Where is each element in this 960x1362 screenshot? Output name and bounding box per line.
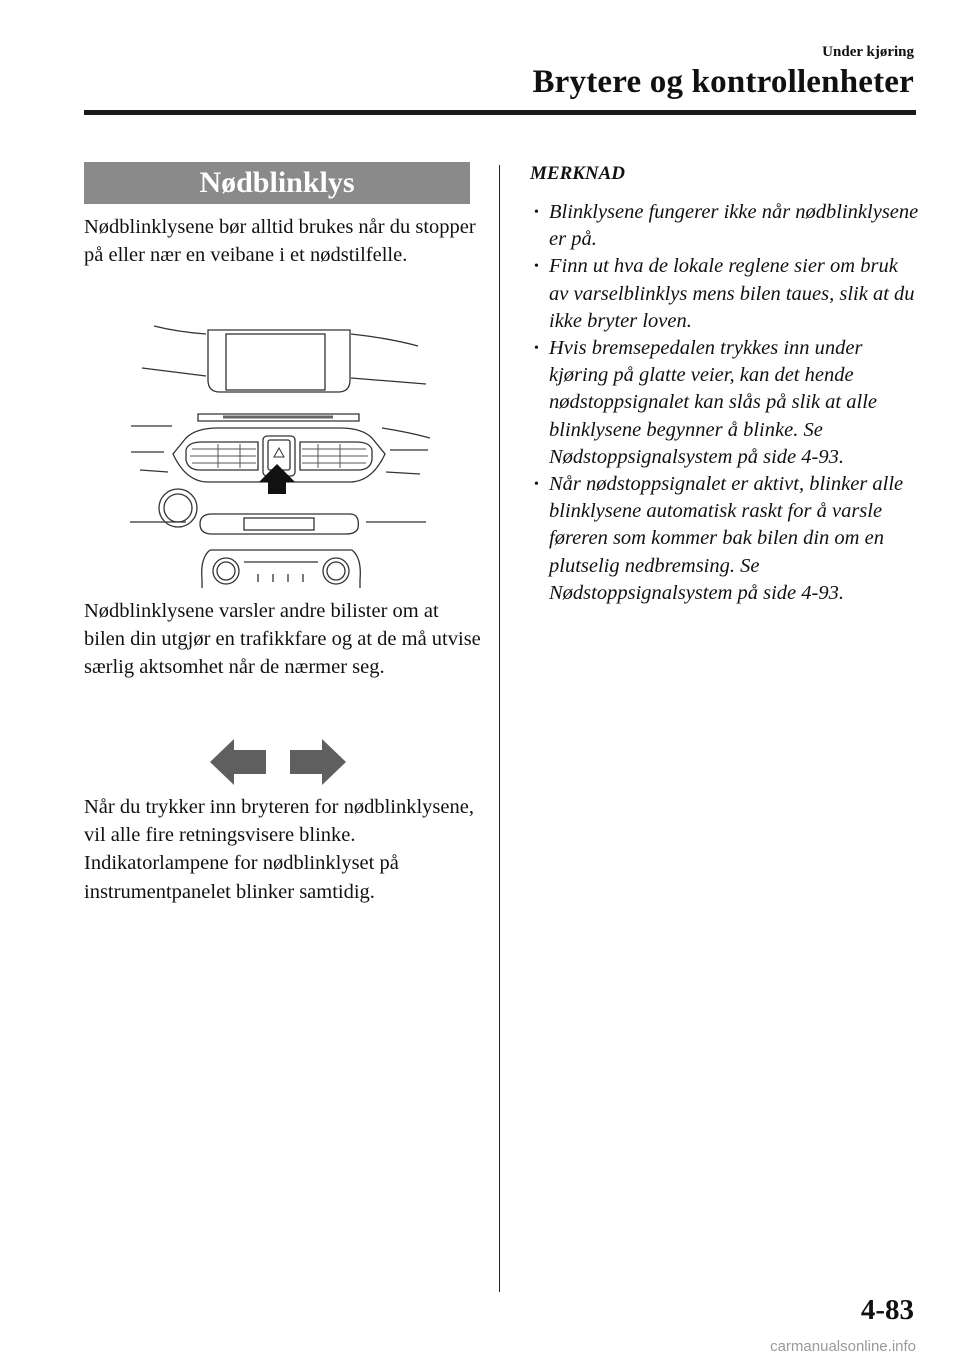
right-arrow-icon xyxy=(290,739,346,785)
dashboard-illustration xyxy=(128,318,430,588)
display-bezel xyxy=(208,330,350,392)
bullet-icon: • xyxy=(534,341,539,357)
header-section-label: Under kjøring xyxy=(822,44,914,60)
section-title: Nødblinklys xyxy=(84,162,470,204)
note-item: • Finn ut hva de lokale reglene sier om bruk av varselblinklys mens bilen taues, slik at du ikke bryter loven. xyxy=(534,255,915,332)
note-list xyxy=(532,199,922,607)
header-title: Brytere og kontrollenheter xyxy=(532,64,914,100)
display-screen xyxy=(226,334,325,390)
left-arrow-icon xyxy=(210,739,266,785)
bullet-icon: • xyxy=(534,259,539,275)
bullet-icon: • xyxy=(534,477,539,493)
lower-slot xyxy=(244,518,314,530)
paragraph-warning: Nødblinklysene varsler andre bilister om at bilen din utgjør en trafikkfare og at de må utvise særlig aktsomhet når de nærmer seg. xyxy=(84,600,481,679)
bullet-icon: • xyxy=(534,205,539,220)
column-divider xyxy=(499,165,500,1292)
note-item: • Blinklysene fungerer ikke når nødblinklysene er på. xyxy=(534,201,919,251)
dash-line xyxy=(154,326,206,334)
note-item: • Når nødstoppsignalet er aktivt, blinker alle blinklysene automatisk raskt for å varsle føreren som kommer bak bilen din om en plutselig nedbremsing. Se Nødstoppsignalsystem på side 4-93. xyxy=(534,473,904,604)
page-number: 4-83 xyxy=(860,1294,914,1326)
paragraph-intro: Nødblinklysene bør alltid brukes når du stopper på eller nær en veibane i et nødstilfelle. xyxy=(84,216,476,267)
note-item: • Hvis bremsepedalen trykkes inn under kjøring på glatte veier, kan det hende nødstoppsignalet kan slås på slik at alle blinklysene begynner å blinke. Se Nødstoppsignalsystem på side 4-93. xyxy=(534,337,877,468)
header-rule xyxy=(84,110,916,115)
note-heading: MERKNAD xyxy=(530,163,626,184)
knob-left xyxy=(159,489,197,527)
watermark: carmanualsonline.info xyxy=(770,1338,916,1355)
dash-line xyxy=(351,334,418,346)
lower-panel xyxy=(200,514,358,534)
turn-indicator-arrows xyxy=(210,739,346,785)
climate-panel-left xyxy=(202,550,210,588)
paragraph-operation: Når du trykker inn bryteren for nødblinklysene, vil alle fire retningsvisere blinke. Indikatorlampene for nødblinklyset på instrumentpanelet blinker samtidig. xyxy=(84,796,474,903)
